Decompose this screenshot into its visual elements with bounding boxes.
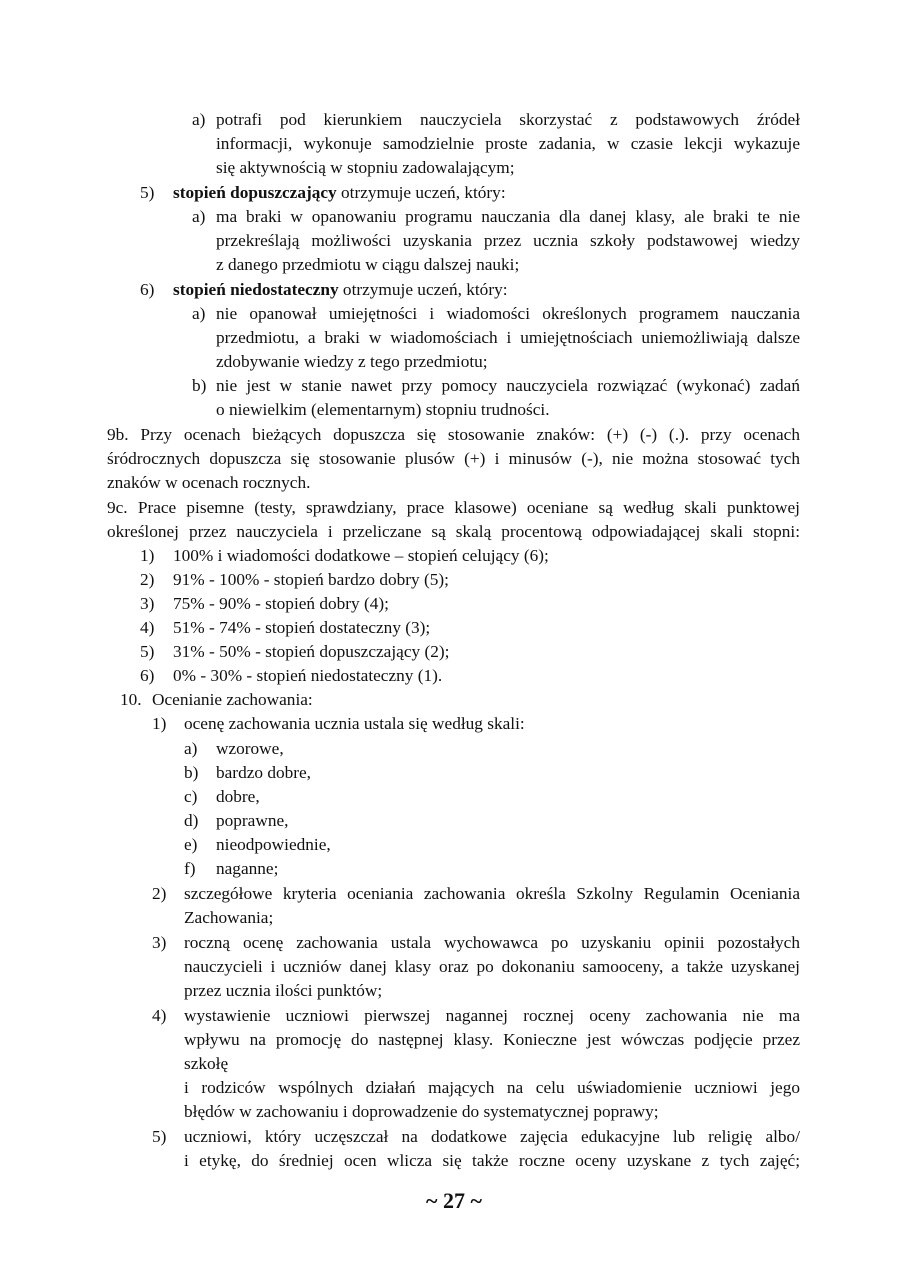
behavior-grade: dobre, <box>216 787 260 806</box>
list-marker: 5) <box>152 1127 167 1146</box>
grade-description: otrzymuje uczeń, który: <box>338 280 508 299</box>
list-marker: a) <box>192 207 206 226</box>
list-marker: b) <box>192 376 207 395</box>
text-line: potrafi pod kierunkiem nauczyciela skorzystać z podstawowych źródeł <box>216 110 800 129</box>
list-item: 51% - 74% - stopień dostateczny (3); <box>173 618 431 637</box>
text-line: Zachowania; <box>184 908 274 927</box>
text-line: się aktywnością w stopniu zadowalającym; <box>216 158 515 177</box>
text-line: o niewielkim (elementarnym) stopniu trudności. <box>216 400 550 419</box>
list-marker: 1) <box>152 714 167 733</box>
text-line: uczniowi, który uczęszczał na dodatkowe zajęcia edukacyjne lub religię albo/ <box>184 1127 800 1146</box>
list-marker: 4) <box>152 1006 167 1025</box>
paragraph-line: znaków w ocenach rocznych. <box>107 473 311 492</box>
list-item: ocenę zachowania ucznia ustala się według skali: <box>184 714 525 733</box>
list-marker: 5) <box>140 183 155 202</box>
text-line: informacji, wykonuje samodzielnie proste zadania, w czasie lekcji wykazuje <box>216 134 800 153</box>
text-line: nie jest w stanie nawet przy pomocy nauczyciela rozwiązać (wykonać) zadań <box>216 376 800 395</box>
page-number: ~ 27 ~ <box>426 1188 482 1213</box>
list-marker: 3) <box>140 594 155 613</box>
list-marker: 3) <box>152 933 167 952</box>
list-marker: 2) <box>152 884 167 903</box>
text-line: wystawienie uczniowi pierwszej nagannej rocznej oceny zachowania nie ma <box>184 1006 800 1025</box>
list-item: 31% - 50% - stopień dopuszczający (2); <box>173 642 450 661</box>
list-marker: d) <box>184 811 199 830</box>
behavior-grade: nieodpowiednie, <box>216 835 331 854</box>
list-marker: a) <box>192 304 206 323</box>
list-marker: c) <box>184 787 198 806</box>
grade-heading <box>173 181 506 205</box>
list-item: 0% - 30% - stopień niedostateczny (1). <box>173 666 443 685</box>
text-line: i etykę, do średniej ocen wlicza się także roczne oceny uzyskane z tych zajęć; <box>184 1151 800 1170</box>
list-item: 100% i wiadomości dodatkowe – stopień celujący (6); <box>173 546 549 565</box>
text-line: roczną ocenę zachowania ustala wychowawca po uzyskaniu opinii pozostałych <box>184 933 800 952</box>
list-marker: e) <box>184 835 198 854</box>
text-line: przez ucznia ilości punktów; <box>184 981 383 1000</box>
text-line: szczegółowe kryteria oceniania zachowania określa Szkolny Regulamin Oceniania <box>184 884 800 903</box>
list-marker: 1) <box>140 546 155 565</box>
text-line: zdobywanie wiedzy z tego przedmiotu; <box>216 352 488 371</box>
list-item: 75% - 90% - stopień dobry (4); <box>173 594 389 613</box>
list-marker: 2) <box>140 570 155 589</box>
paragraph-line: 9c. Prace pisemne (testy, sprawdziany, prace klasowe) oceniane są według skali punktowej <box>107 498 800 517</box>
text-line: błędów w zachowaniu i doprowadzenie do systematycznej poprawy; <box>184 1102 659 1121</box>
paragraph-line: określonej przez nauczyciela i przeliczane są skalą procentową odpowiadającej skali stopni: <box>107 522 800 541</box>
list-marker: 6) <box>140 666 155 685</box>
paragraph-line: śródrocznych dopuszcza się stosowanie plusów (+) i minusów (-), nie można stosować tych <box>107 449 800 468</box>
grade-name: stopień niedostateczny <box>173 280 339 299</box>
grade-description: otrzymuje uczeń, który: <box>336 183 506 202</box>
list-item: 91% - 100% - stopień bardzo dobry (5); <box>173 570 449 589</box>
text-line: i rodziców wspólnych działań mających na celu uświadomienie uczniowi jego <box>184 1078 800 1097</box>
text-line: wpływu na promocję do następnej klasy. Konieczne jest wówczas podjęcie przez <box>184 1030 800 1049</box>
grade-name: stopień dopuszczający <box>173 183 337 202</box>
text-line: nie opanował umiejętności i wiadomości określonych programem nauczania <box>216 304 800 323</box>
list-marker: 5) <box>140 642 155 661</box>
grade-heading <box>173 278 508 302</box>
list-marker: 4) <box>140 618 155 637</box>
text-line: szkołę <box>184 1054 229 1073</box>
behavior-grade: wzorowe, <box>216 739 284 758</box>
section-title: Ocenianie zachowania: <box>152 690 313 709</box>
list-marker: a) <box>192 110 206 129</box>
list-marker: f) <box>184 859 196 878</box>
behavior-grade: poprawne, <box>216 811 289 830</box>
behavior-grade: bardzo dobre, <box>216 763 312 782</box>
list-marker: 6) <box>140 280 155 299</box>
behavior-grade: naganne; <box>216 859 279 878</box>
text-line: z danego przedmiotu w ciągu dalszej nauki; <box>216 255 520 274</box>
section-number: 10. <box>120 690 142 709</box>
list-marker: b) <box>184 763 199 782</box>
list-marker: a) <box>184 739 198 758</box>
text-line: przedmiotu, a braki w wiadomościach i umiejętnościach uniemożliwiają dalsze <box>216 328 800 347</box>
text-line: ma braki w opanowaniu programu nauczania dla danej klasy, ale braki te nie <box>216 207 800 226</box>
paragraph-line: 9b. Przy ocenach bieżących dopuszcza się stosowanie znaków: (+) (-) (.). przy ocenach <box>107 425 800 444</box>
text-line: przekreślają możliwości uzyskania przez ucznia szkoły podstawowej wiedzy <box>216 231 800 250</box>
text-line: nauczycieli i uczniów danej klasy oraz po dokonaniu samooceny, a także uzyskanej <box>184 957 800 976</box>
